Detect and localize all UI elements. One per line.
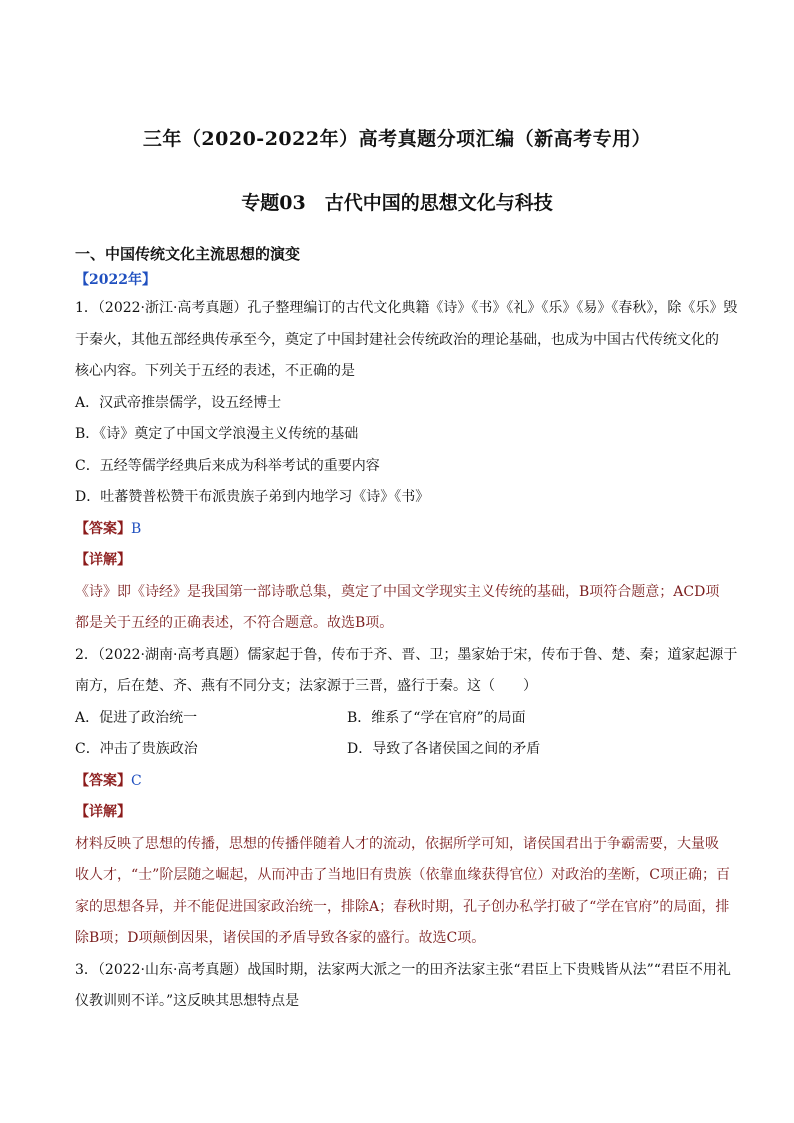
q1-line: 1．（2022·浙江·高考真题）孔子整理编订的古代文化典籍《诗》《书》《礼》《乐》《易》《春秋》，除《乐》毁 [75,300,738,316]
q2-option-b: B．维系了“学在官府”的局面 [347,709,526,726]
section-heading: 一、中国传统文化主流思想的演变 [75,245,301,263]
q2-line: 2．（2022·湖南·高考真题）儒家起于鲁，传布于齐、晋、卫；墨家始于宋，传布于鲁、楚、秦；道家起源于 [75,646,738,663]
year-tag: 【2022年】 [75,272,156,288]
q2-detail-line: 家的思想各异，并不能促进国家政治统一，排除A；春秋时期，孔子创办私学打破了“学在官府”的局面，排 [75,898,730,915]
q1-line: 于秦火，其他五部经典传承至今，奠定了中国封建社会传统政治的理论基础，也成为中国古代传统文化的 [75,331,719,348]
answer-value: C [131,772,142,789]
q1-detail-line: 《诗》即《诗经》是我国第一部诗歌总集，奠定了中国文学现实主义传统的基础，B项符合题意；ACD项 [75,583,720,600]
q2-option-d: D．导致了各诸侯国之间的矛盾 [347,741,541,757]
q3-line: 仪教训则不详。”这反映其思想特点是 [75,993,300,1009]
q1-line: 核心内容。下列关于五经的表述，不正确的是 [75,363,355,379]
q1-answer [75,514,725,546]
detail-tag: 【详解】 [75,552,131,568]
q1-option-d: D．吐蕃赞普松赞干布派贵族子弟到内地学习《诗》《书》 [75,489,430,505]
q2-detail-line: 收人才，“士”阶层随之崛起，从而冲击了当地旧有贵族（依靠血缘获得官位）对政治的垄断，C项正确；百 [75,867,731,883]
document-body [75,241,738,1018]
q2-option-c: C．冲击了贵族政治 [75,741,198,757]
q3-line: 3．（2022·山东·高考真题）战国时期，法家两大派之一的田齐法家主张“君臣上下贵贱皆从法”“君臣不用礼 [75,961,731,978]
q2-detail-line: 材料反映了思想的传播，思想的传播伴随着人才的流动，依据所学可知，诸侯国君出于争霸需要，大量吸 [75,835,719,852]
detail-tag: 【详解】 [75,804,131,820]
q2-options-row [75,703,725,735]
answer-tag: 【答案】 [75,772,131,789]
q2-options-row [75,734,725,766]
answer-tag: 【答案】 [75,520,131,537]
q2-answer [75,766,725,798]
q1-detail-line: 都是关于五经的正确表述，不符合题意。故选B项。 [75,615,394,631]
q1-option-c: C．五经等儒学经典后来成为科举考试的重要内容 [75,457,380,474]
answer-value: B [131,520,142,537]
q2-line: 南方，后在楚、齐、燕有不同分支；法家源于三晋，盛行于秦。这（ ） [75,678,537,694]
document-title: 三年（2020-2022年）高考真题分项汇编（新高考专用） [142,128,652,150]
q1-option-b: B．《诗》奠定了中国文学浪漫主义传统的基础 [75,426,359,442]
q1-option-a: A．汉武帝推崇儒学，设五经博士 [75,394,282,411]
q2-option-a: A．促进了政治统一 [75,709,198,726]
q2-detail-line: 除B项；D项颠倒因果，诸侯国的矛盾导致各家的盛行。故选C项。 [75,930,486,946]
topic-title: 专题03 古代中国的思想文化与科技 [241,192,553,214]
